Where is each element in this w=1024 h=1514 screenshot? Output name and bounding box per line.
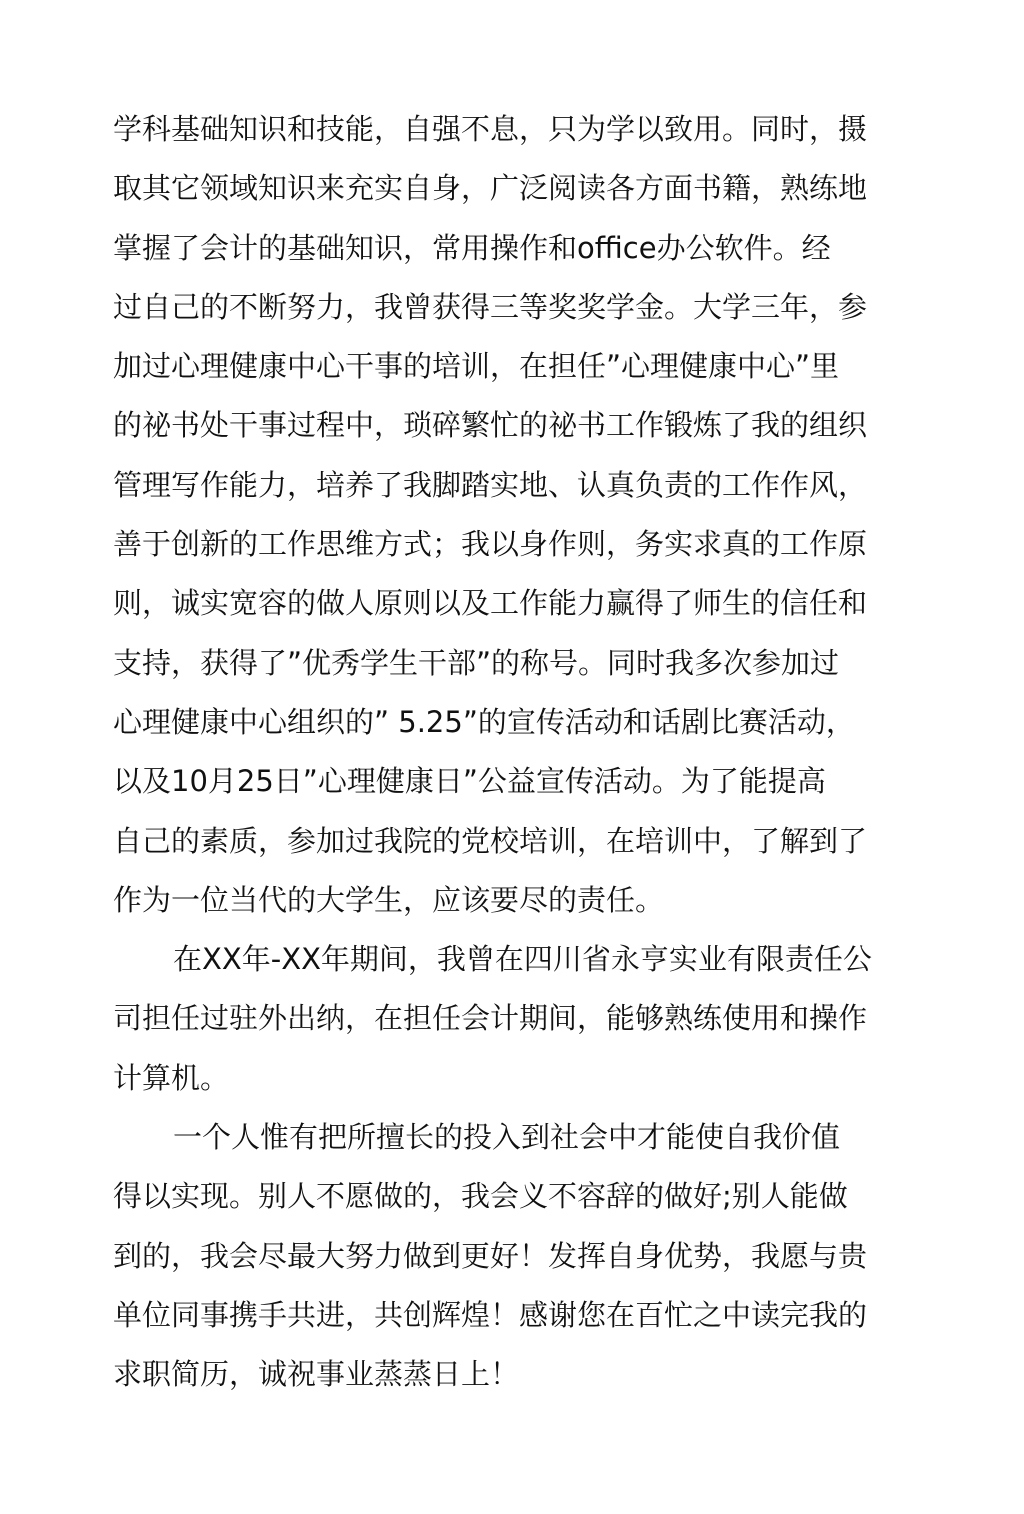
paragraph-line: 掌握了会计的基础知识，常用操作和office办公软件。经 [113,230,831,265]
paragraph-line: 司担任过驻外出纳，在担任会计期间，能够熟练使用和操作 [113,1001,868,1036]
paragraph-line: 则，诚实宽容的做人原则以及工作能力赢得了师生的信任和 [113,586,868,621]
paragraph-2 [113,930,893,1108]
paragraph-line: 到的，我会尽最大努力做到更好！发挥自身优势，我愿与贵 [113,1238,868,1273]
paragraph-line: 作为一位当代的大学生，应该要尽的责任。 [113,882,665,917]
paragraph-line: 过自己的不断努力，我曾获得三等奖奖学金。大学三年，参 [113,289,868,324]
paragraph-line: 善于创新的工作思维方式；我以身作则，务实求真的工作原 [113,527,868,562]
paragraph-line: 管理写作能力，培养了我脚踏实地、认真负责的工作作风， [113,467,868,502]
paragraph-line: 支持，获得了”优秀学生干部”的称号。同时我多次参加过 [113,645,840,680]
paragraph-line: 学科基础知识和技能，自强不息，只为学以致用。同时，摄 [113,112,868,146]
paragraph-line: 求职简历，诚祝事业蒸蒸日上！ [113,1357,520,1392]
paragraph-line: 单位同事携手共进，共创辉煌！感谢您在百忙之中读完我的 [113,1297,868,1332]
paragraph-line: 在XX年-XX年期间，我曾在四川省永亨实业有限责任公 [173,942,872,977]
paragraph-line: 得以实现。别人不愿做的，我会义不容辞的做好;别人能做 [113,1179,848,1214]
paragraph-line: 加过心理健康中心干事的培训，在担任”心理健康中心”里 [113,349,840,384]
document-body [113,100,893,1405]
paragraph-line: 一个人惟有把所擅长的投入到社会中才能使自我价值 [173,1120,841,1155]
paragraph-1 [113,100,893,930]
paragraph-line: 心理健康中心组织的” 5.25”的宣传活动和话剧比赛活动， [113,704,855,739]
paragraph-line: 以及10月25日”心理健康日”公益宣传活动。为了能提高 [113,764,826,799]
paragraph-line: 的祕书处干事过程中，琐碎繁忙的祕书工作锻炼了我的组织 [113,408,868,443]
paragraph-line: 计算机。 [113,1060,230,1095]
paragraph-3 [113,1108,893,1404]
paragraph-line: 自己的素质，参加过我院的党校培训，在培训中，了解到了 [113,823,868,858]
paragraph-line: 取其它领域知识来充实自身，广泛阅读各方面书籍，熟练地 [113,171,868,206]
